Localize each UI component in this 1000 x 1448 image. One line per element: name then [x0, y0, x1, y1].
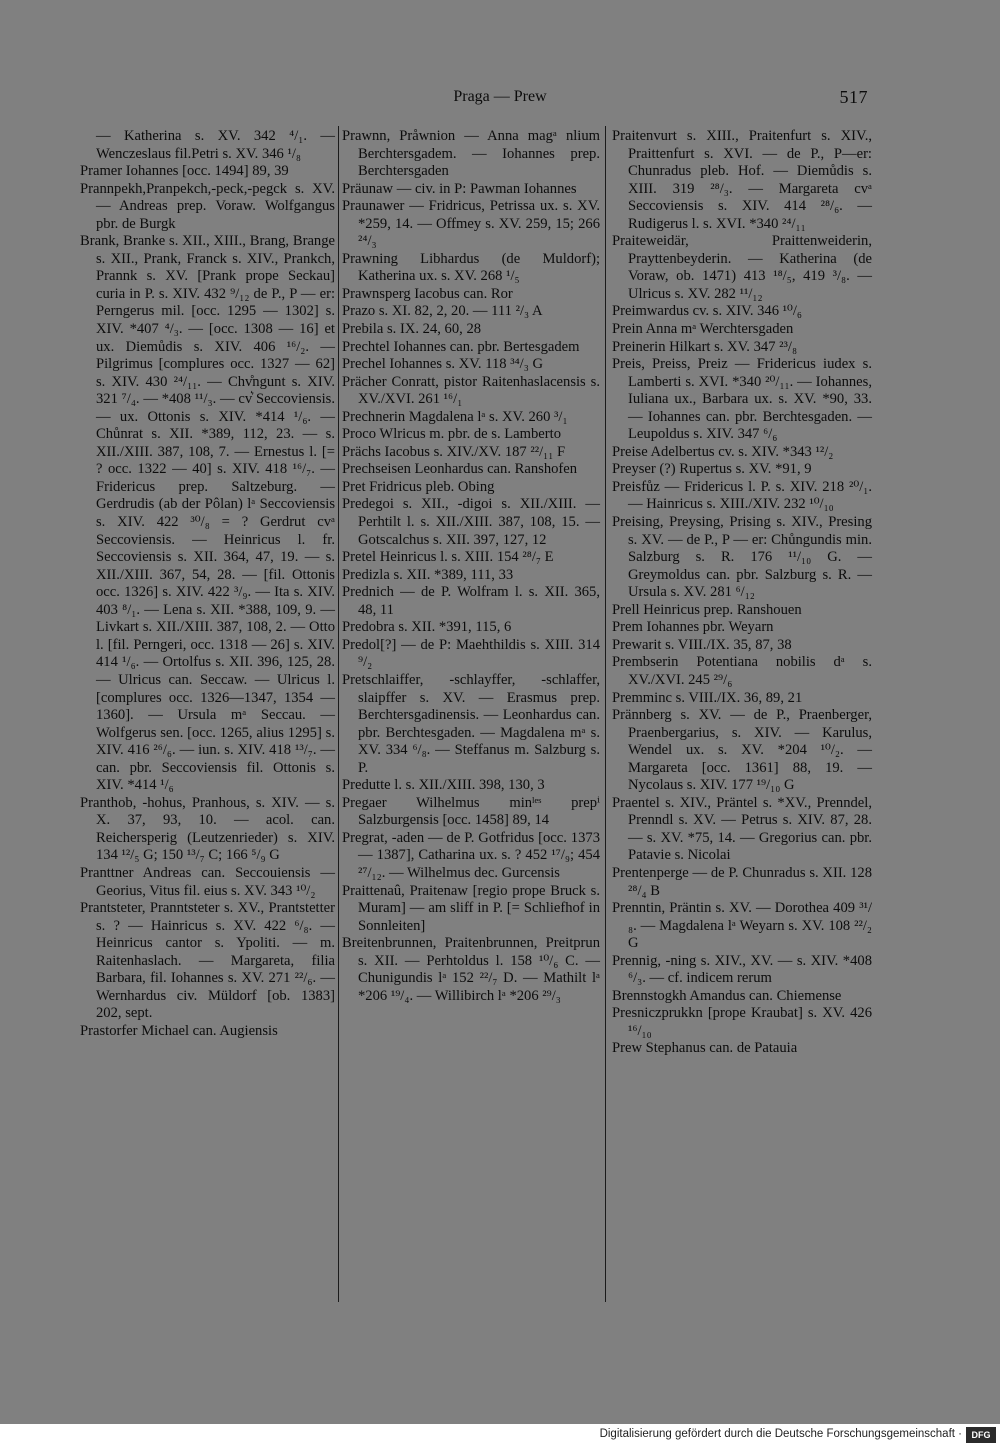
index-entry: Prawnn, Pråwnion — Anna magᵃ nlium Berchtersgadem. — Iohannes prep. Berchtersgaden: [342, 128, 600, 180]
index-column-left: [80, 128, 335, 1040]
index-entry: Praentel s. XIV., Präntel s. *XV., Prenndel, Prenndl s. XV. — Petrus s. XIV. 87, 28. — s. XV. *75, 14. — Gregorius can. pbr. Patavie s. Nicolai: [612, 794, 872, 864]
index-entry: Preyser (?) Rupertus s. XV. *91, 9: [612, 461, 812, 478]
index-entry: Proco Wlricus m. pbr. de s. Lamberto: [342, 426, 561, 443]
index-entry: Prechtel Iohannes can. pbr. Bertesgadem: [342, 338, 580, 355]
index-entry: Praitenvurt s. XIII., Praitenfurt s. XIV., Praittenfurt s. XVI. — de P., P—er: Chunradus pleb. Hof. — Diemůdis s. XIII. 319 ²⁸/₃. — Margareta cvᵃ Seccoviensis s. XIV. 414 ²⁸/₆. — Rudigerus l. s. XVI. *340 ²⁴/₁₁: [612, 128, 872, 232]
index-entry: Prein Anna mᵃ Werchtersgaden: [612, 321, 794, 338]
index-entry: Preinerin Hilkart s. XV. 347 ²³/₈: [612, 338, 798, 355]
index-entry: Prawning Libhardus (de Muldorf); Katherina ux. s. XV. 268 ¹/₅: [342, 250, 600, 285]
index-entry: Präunaw — civ. in P: Pawman Iohannes: [342, 180, 577, 197]
index-entry: Presniczprukkn [prope Kraubat] s. XV. 426 ¹⁶/₁₀: [612, 1005, 872, 1039]
index-entry: Prannpekh,Pranpekch,-peck,-pegck s. XV. — Andreas prep. Voraw. Wolfgangus pbr. de Burgk: [80, 180, 335, 232]
index-entry: Prastorfer Michael can. Augiensis: [80, 1022, 278, 1039]
index-entry: Pregrat, -aden — de P. Gotfridus [occ. 1373 — 1387], Catharina ux. s. ? 452 ¹⁷/₉; 454 ²⁷/₁₂. — Wilhelmus dec. Gurcensis: [342, 829, 600, 881]
running-head: [0, 88, 1000, 112]
index-entry: Preise Adelbertus cv. s. XIV. *343 ¹²/₂: [612, 443, 834, 460]
column-divider: [605, 126, 606, 1302]
page-number: 517: [839, 87, 868, 107]
index-entry: Predutte l. s. XII./XIII. 398, 130, 3: [342, 777, 545, 794]
index-entry: Prännberg s. XV. — de P., Praenberger, Praenbergarius, s. XIV. — Karulus, Wendel ux. s. XV. *204 ¹⁰/₂. — Margareta [occ. 1361] 88, 19. — Nycolaus s. XIV. 177 ¹⁹/₁₀ G: [612, 707, 872, 794]
footer-bar: [0, 1424, 1000, 1448]
funding-credit: Digitalisierung gefördert durch die Deutsche Forschungsgemeinschaft ·: [599, 1428, 962, 1440]
index-entry: Prenntin, Präntin s. XV. — Dorothea 409 ³¹/₈. — Magdalena lᵃ Weyarn s. XV. 108 ²²/₂ G: [612, 900, 872, 952]
index-entry: Prawnsperg Iacobus can. Ror: [342, 285, 513, 302]
index-entry: Prem Iohannes pbr. Weyarn: [612, 619, 774, 636]
index-entry: Prechel Iohannes s. XV. 118 ³⁴/₃ G: [342, 356, 543, 373]
index-entry: Brennstogkh Amandus can. Chiemense: [612, 987, 842, 1004]
index-entry: Breitenbrunnen, Praitenbrunnen, Preitprun s. XII. — Perhtoldus l. 158 ¹⁰/₆ C. — Chunigundis lᵃ 152 ²²/₇ D. — Mathilt lᵃ *206 ¹⁹/₄. — Willibirch lᵃ *206 ²⁹/₃: [342, 935, 600, 1004]
index-entry: Prechnerin Magdalena lᵃ s. XV. 260 ³/₁: [342, 408, 568, 425]
index-entry: Predobra s. XII. *391, 115, 6: [342, 619, 512, 636]
index-entry: Prewarit s. VIII./IX. 35, 87, 38: [612, 636, 792, 653]
index-entry: Pramer Iohannes [occ. 1494] 89, 39: [80, 163, 289, 180]
index-entry: Pranthob, -hohus, Pranhous, s. XIV. — s. X. 37, 93, 10. — acol. can. Reichersperig (Leutzenrieder) s. XIV. 134 ¹²/₅ G; 150 ¹³/₇ C; 166 ⁵/₉ G: [80, 794, 335, 864]
index-entry: Brank, Branke s. XII., XIII., Brang, Brange s. XII., Prank, Franck s. XIV., Prankch, Prannk s. XV. [Prank prope Seckau] curia in P. s. XIV. 432 ⁹/₁₂ de P., P — er: Perngerus mil. [occ. 1295 — 1302] s. XIV. *407 ⁴/₃. — [occ. 1308 — 16] et ux. Diemůdis s. XIV. 406 ¹⁶/₂. — Pilgrimus [complures occ. 1327 — 62] s. XIV. 430 ²⁴/₁₁. — Chv̊ngunt s. XIV. 321 ⁷/₄. — *408 ¹¹/₃. — cv͛ Seccoviensis. — ux. Ottonis s. XIV. *414 ¹/₆. — Chůnrat s. XII. *389, 112, 23. — s. XII./XIII. 387, 108, 7. — Ernestus l. [= ? occ. 1322 — 40] s. XIV. 418 ¹⁶/₇. — Fridericus prep. Saltzeburg. — Gerdrudis (ab der Pôlan) lᵃ Seccoviensis s. XIV. 422 ³⁰/₈ = ? Gerdrut cvᵃ Seccoviensis. — Heinricus l. fr. Seccoviensis s. XII. 364, 47, 19. — s. XII./XIII. 367, 54, 28. — [fil. Ottonis occ. 1326] s. XIV. 422 ³/₉. — Ita s. XIV. 403 ⁸/₁. — Lena s. XII. *388, 109, 9. — Livkart s. XII./XIII. 387, 108, 2. — Otto l. [fil. Perngeri, occ. 1318 — 26] s. XIV. 414 ¹/₆. — Ortolfus s. XII. 396, 125, 28. — Ulricus can. Seccaw. — Ulricus l. [complures occ. 1326—1347, 1354 —1360]. — Ursula mᵃ Seccau. — Wolfgerus sen. [occ. 1265, alius 1295] s. XIV. 416 ²⁶/₆. — iun. s. XIV. 418 ¹³/₇. — can. pbr. Seccoviensis fil. Ottonis s. XIV. *414 ¹/₆: [80, 233, 335, 794]
index-entry: Prechseisen Leonhardus can. Ranshofen: [342, 461, 578, 478]
index-entry: Prennig, -ning s. XIV., XV. — s. XIV. *408 ⁶/₃. — cf. indicem rerum: [612, 952, 872, 987]
index-entry: Praittenaû, Praitenaw [regio prope Bruck s. Muram] — am sliff in P. [= Schliefhof in Sonnleiten]: [342, 882, 600, 934]
index-entry: Pranttner Andreas can. Seccouiensis — Georius, Vitus fil. eius s. XV. 343 ¹⁰/₂: [80, 864, 335, 899]
index-entry: Prazo s. XI. 82, 2, 20. — 111 ²/₃ A: [342, 303, 543, 320]
running-title: Praga — Prew: [453, 88, 547, 105]
dfg-logo: DFG: [966, 1427, 996, 1443]
index-entry: Prell Heinricus prep. Ranshouen: [612, 601, 802, 618]
index-entry: Predizla s. XII. *389, 111, 33: [342, 566, 514, 583]
index-entry: Prächs Iacobus s. XIV./XV. 187 ²²/₁₁ F: [342, 443, 566, 460]
index-entry: Praiteweidär, Praittenweiderin, Prayttenbeyderin. — Katherina (de Voraw, ob. 1471) 413 ¹⁸/₅, 419 ³/₈. — Ulricus s. XV. 282 ¹¹/₁₂: [612, 233, 872, 302]
index-entry: Pretschlaiffer, -schlayffer, -schlaffer, slaipffer s. XV. — Erasmus prep. Berchtersgadinensis. — Leonhardus can. pbr. Berchtesgaden. — Magdalena mᵃ s. XV. 334 ⁶/₈. — Steffanus m. Salzburg s. P.: [342, 671, 600, 776]
index-entry: Praunawer — Fridricus, Petrissa ux. s. XV. *259, 14. — Offmey s. XV. 259, 15; 266 ²⁴/₃: [342, 198, 600, 250]
index-entry: Prembserin Potentiana nobilis dᵃ s. XV./XVI. 245 ²⁹/₆: [612, 654, 872, 688]
index-entry: Pregaer Wilhelmus minˡᵉˢ prepⁱ Salzburgensis [occ. 1458] 89, 14: [342, 794, 600, 829]
index-entry: Prentenperge — de P. Chunradus s. XII. 128 ²⁸/₄ B: [612, 864, 872, 899]
index-column-right: [612, 128, 872, 1058]
index-column-middle: [342, 128, 600, 1005]
index-entry: Preimwardus cv. s. XIV. 346 ¹⁰/₆: [612, 303, 803, 320]
index-entry: Preisfůz — Fridericus l. P. s. XIV. 218 ²⁰/₁. — Hainricus s. XIII./XIV. 232 ¹⁰/₁₀: [612, 478, 872, 513]
index-entry: Predegoi s. XII., -digoi s. XII./XIII. — Perhtilt l. s. XII./XIII. 387, 108, 15. — Gotscalchus s. XII. 397, 127, 12: [342, 496, 600, 548]
index-entry: Prebila s. IX. 24, 60, 28: [342, 321, 482, 338]
index-entry: Prächer Conratt, pistor Raitenhaslacensis s. XV./XVI. 261 ¹⁶/₁: [342, 373, 600, 408]
index-entry: Premminc s. VIII./IX. 36, 89, 21: [612, 689, 803, 706]
index-entry: Predol[?] — de P: Maehthildis s. XIII. 314 ⁹/₂: [342, 636, 600, 671]
index-entry: Prednich — de P. Wolfram l. s. XII. 365, 48, 11: [342, 584, 600, 618]
index-entry: — Katherina s. XV. 342 ⁴/₁. — Wenczeslaus fil.Petri s. XV. 346 ¹/₈: [96, 128, 335, 162]
index-entry: Preis, Preiss, Preiz — Fridericus iudex s. Lamberti s. XVI. *340 ²⁰/₁₁. — Iohannes, Iuliana ux., Barbara ux. s. XV. *90, 33. — Iohannes can. pbr. Berchtesgaden. — Leupoldus s. XIV. 347 ⁶/₆: [612, 356, 872, 443]
index-entry: Preising, Preysing, Prising s. XIV., Presing s. XV. — de P., P — er: Chůngundis min. Salzburg s. R. 176 ¹¹/₁₀ G. — Greymoldus can. pbr. Salzburg s. R. — Ursula s. XV. 281 ⁶/₁₂: [612, 514, 872, 601]
index-entry: Pret Fridricus pleb. Obing: [342, 478, 495, 495]
column-divider: [338, 126, 339, 1302]
index-entry: Prew Stephanus can. de Patauia: [612, 1040, 798, 1057]
index-entry: Prantsteter, Pranntsteter s. XV., Prantstetter s. ? — Hainricus s. XV. 422 ⁶/₈. — Heinricus cantor s. Ypoliti. — m. Raitenhaslach. — Margareta, filia Barbara, fil. Iohannes s. XV. 271 ²²/₆. — Wernhardus civ. Müldorf [ob. 1383] 202, sept.: [80, 900, 335, 1022]
index-entry: Pretel Heinricus l. s. XIII. 154 ²⁸/₇ E: [342, 549, 554, 566]
